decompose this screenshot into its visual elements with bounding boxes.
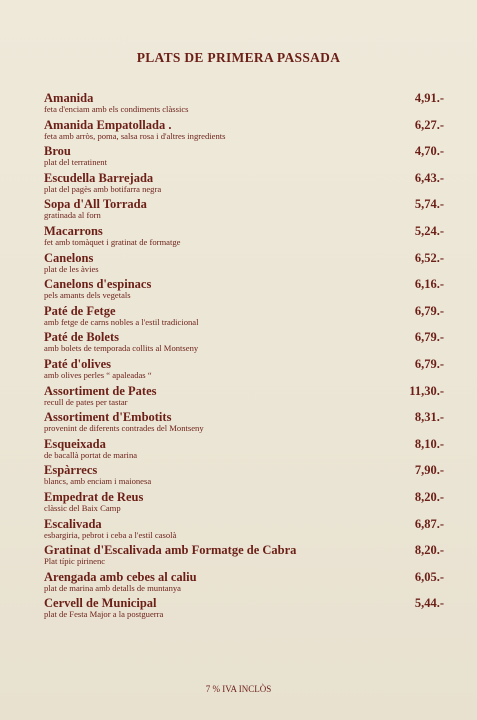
item-price: 8,31.- bbox=[414, 410, 444, 425]
item-name: Brou bbox=[44, 144, 71, 159]
item-price: 8,20.- bbox=[414, 543, 444, 558]
item-name: Esqueixada bbox=[44, 436, 106, 451]
item-description: plat del pagès amb botifarra negra bbox=[44, 183, 162, 194]
item-price: 4,91.- bbox=[414, 91, 444, 105]
menu-item bbox=[44, 198, 444, 225]
menu-item bbox=[44, 305, 444, 332]
item-description: Plat típic pirinenc bbox=[44, 556, 106, 567]
item-description: amb bolets de temporada collits al Montseny bbox=[44, 343, 199, 354]
item-description: de bacallà portat de marina bbox=[44, 449, 138, 460]
item-price: 5,44.- bbox=[414, 596, 444, 611]
item-price: 7,90.- bbox=[414, 463, 444, 478]
item-name: Empedrat de Reus bbox=[44, 489, 144, 504]
item-description: plat del terratinent bbox=[44, 157, 107, 168]
item-price: 6,52.- bbox=[414, 250, 444, 265]
item-name: Escudella Barrejada bbox=[44, 170, 154, 185]
item-price: 8,20.- bbox=[414, 489, 444, 504]
item-price: 8,10.- bbox=[414, 436, 444, 451]
item-description: fet amb tomàquet i gratinat de formatge bbox=[44, 236, 181, 247]
menu-item bbox=[44, 411, 444, 438]
item-price: 6,79.- bbox=[414, 303, 444, 318]
menu-item bbox=[44, 385, 444, 412]
menu-item bbox=[44, 571, 444, 598]
menu-item bbox=[44, 119, 444, 146]
item-description: clàssic del Baix Camp bbox=[44, 502, 121, 513]
menu-item bbox=[44, 252, 444, 279]
item-name: Paté de Fetge bbox=[44, 303, 116, 318]
item-description: feta amb arròs, poma, salsa rosa i d'altres ingredients bbox=[44, 130, 226, 141]
item-price: 6,87.- bbox=[414, 516, 444, 531]
item-price: 6,27.- bbox=[414, 117, 444, 132]
item-name: Amanida bbox=[44, 91, 94, 105]
item-price: 11,30.- bbox=[409, 383, 444, 398]
item-description: plat de marina amb detalls de muntanya bbox=[44, 582, 181, 593]
item-description: provenint de diferents contrades del Montseny bbox=[44, 423, 204, 434]
item-price: 6,79.- bbox=[414, 330, 444, 345]
menu-item bbox=[44, 225, 444, 252]
item-price: 4,70.- bbox=[414, 144, 444, 159]
menu-item bbox=[44, 331, 444, 358]
item-description: amb fetge de carns nobles a l'estil tradicional bbox=[44, 316, 199, 327]
item-name: Gratinat d'Escalivada amb Formatge de Cabra bbox=[44, 543, 297, 558]
item-name: Amanida Empatollada . bbox=[44, 117, 172, 132]
item-price: 6,16.- bbox=[414, 277, 444, 292]
item-description: blancs, amb enciam i maionesa bbox=[44, 476, 152, 487]
item-price: 6,79.- bbox=[414, 356, 444, 371]
menu-item bbox=[44, 438, 444, 465]
item-name: Espàrrecs bbox=[44, 463, 98, 478]
tax-note: 7 % IVA INCLÒS bbox=[205, 684, 272, 694]
item-description: plat de Festa Major a la postguerra bbox=[44, 609, 164, 620]
menu-item bbox=[44, 544, 444, 571]
menu-item bbox=[44, 92, 444, 119]
menu-item bbox=[44, 172, 444, 199]
item-price: 5,74.- bbox=[414, 197, 444, 212]
item-price: 6,05.- bbox=[414, 569, 444, 584]
page-title: PLATS DE PRIMERA PASSADA bbox=[136, 50, 341, 65]
menu-item bbox=[44, 358, 444, 385]
menu-item bbox=[44, 145, 444, 172]
item-name: Assortiment d'Embotits bbox=[44, 410, 172, 425]
item-description: esbargiria, pebrot i ceba a l'estil casolà bbox=[44, 529, 177, 540]
item-description: pels amants dels vegetals bbox=[44, 290, 131, 301]
item-description: gratinada al forn bbox=[44, 210, 101, 221]
item-name: Sopa d'All Torrada bbox=[44, 197, 147, 212]
item-description: feta d'enciam amb els condiments clàssics bbox=[44, 104, 189, 114]
menu-item bbox=[44, 518, 444, 545]
menu-item bbox=[44, 464, 444, 491]
menu-item bbox=[44, 278, 444, 305]
item-price: 6,43.- bbox=[414, 170, 444, 185]
item-price: 5,24.- bbox=[414, 223, 444, 238]
item-name: Cervell de Municipal bbox=[44, 596, 157, 611]
item-name: Canelons bbox=[44, 250, 94, 265]
item-name: Paté d'olives bbox=[44, 356, 112, 371]
menu-item bbox=[44, 491, 444, 518]
menu-list bbox=[44, 92, 444, 624]
item-description: amb olives perles “ apaleadas “ bbox=[44, 369, 152, 380]
menu-item bbox=[44, 597, 444, 624]
item-name: Escalivada bbox=[44, 516, 102, 531]
item-description: recull de pates per tastar bbox=[44, 396, 128, 407]
item-name: Assortiment de Pates bbox=[44, 383, 157, 398]
item-name: Paté de Bolets bbox=[44, 330, 119, 345]
item-name: Macarrons bbox=[44, 223, 103, 238]
item-description: plat de les àvies bbox=[44, 263, 99, 274]
item-name: Canelons d'espinacs bbox=[44, 277, 152, 292]
item-name: Arengada amb cebes al caliu bbox=[44, 569, 197, 584]
